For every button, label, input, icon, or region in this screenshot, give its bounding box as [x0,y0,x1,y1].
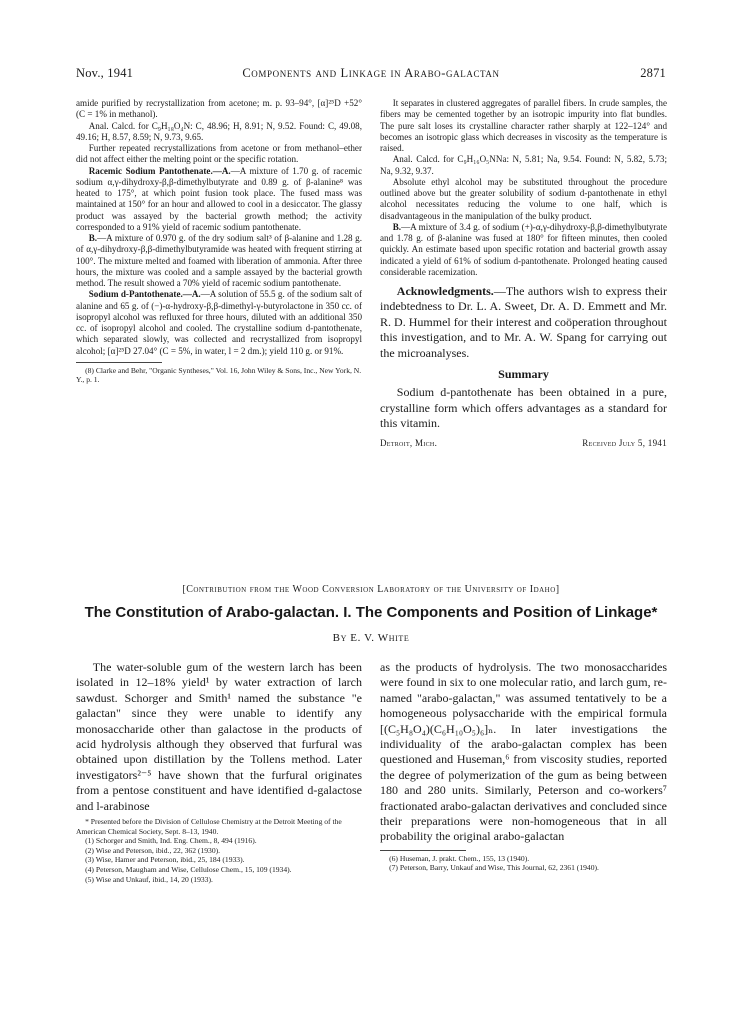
dateline-place: Detroit, Mich. [380,437,438,448]
dateline [380,438,667,450]
paragraph: amide purified by recrystallization from acetone; m. p. 93–94°, [α]²⁵D +52° (C = 1% in methanol). [76,98,362,120]
ack-text: —The authors wish to express their indebtedness to Dr. L. A. Sweet, Dr. A. D. Emmett and Mr. R. D. Hummel for their interest and coöperation throughout this investigation, and to Mr. A. W. Spang for carrying out the microanalyses. [380,284,667,360]
footnote: (8) Clarke and Behr, "Organic Syntheses," Vol. 16, John Wiley & Sons, Inc., New York, N. Y., p. 1. [76,365,362,385]
footnote: (6) Huseman, J. prakt. Chem., 155, 13 (1940). [389,853,530,863]
body-paragraph: The water-soluble gum of the western larch has been isolated in 12–18% yield¹ by water extraction of larch sawdust. Schorger and Smith¹ named the substance "e galactan" since they were unable to identify any monosaccharide other than galactose in the products of acid hydrolysis although they observed that furfural was obtained upon distillation by the Tollens method. Later investigators²⁻⁵ have shown that the furfural originates from a pentose constituent and have identified d-galactose and l-arabinose [76,660,362,813]
paragraph-sodium-d [76,289,362,357]
acknowledgments [380,284,667,432]
paragraph-heading: B. [392,221,402,232]
header-running-title: Components and Linkage in Arabo-galactan [242,66,500,80]
footnotes [76,366,362,385]
header-date: Nov., 1941 [76,66,134,80]
body-right-column [380,660,667,873]
footnote-rule [76,362,162,363]
paragraph: Further repeated recrystallizations from acetone or from methanol–ether did not affect either the melting point or the specific rotation. [76,143,362,165]
paragraph-text: —A mixture of 3.4 g. of sodium (+)-α,γ-dihydroxy-β,β-dimethylbutyrate and 1.78 g. of β-alanine was fused at 180° for fifteen minutes, then cooled quickly. An estimate based upon specific rotation and bacterial growth assay indicated a yield of 61% of sodium d-pantothenate. Prolonged heating caused considerable racemization. [380,221,667,277]
contribution-line: [Contribution from the Wood Conversion Laboratory of the University of Idaho] [182,584,560,595]
paragraph-text: —A mixture of 0.970 g. of the dry sodium salt³ of β-alanine and 1.28 g. of α,γ-dihydroxy-β,β-dimethylbutyramide was heated with frequent stirring at 100°. The mixture melted and foamed with liberation of ammonia. After three hours, the mixture was cooled and a sample assayed by the bacterial growth method. The result showed a 70% yield of racemic sodium pantothenate. [76,233,362,288]
footnote: (4) Peterson, Maugham and Wise, Cellulose Chem., 15, 109 (1934). [85,865,292,875]
paragraph: Anal. Calcd. for C₉H₁₈O₄N: C, 48.96; H, 8.91; N, 9.52. Found: C, 49.08, 49.16; H, 8.57, 8.59; N, 9.73, 9.65. [76,120,362,142]
ack-heading: Acknowledgments. [396,284,494,298]
paragraph-heading: Racemic Sodium Pantothenate.—A. [88,165,231,176]
footnote: (7) Peterson, Barry, Unkauf and Wise, This Journal, 62, 2361 (1940). [389,863,599,873]
running-header [76,66,666,84]
upper-left-column [76,98,362,385]
footnote: (3) Wise, Hamer and Peterson, ibid., 25, 184 (1933). [85,855,245,865]
paragraph: Absolute ethyl alcohol may be substituted throughout the procedure outlined above but the greater solubility of sodium d-pantothenate in ethyl alcohol necessitates reducing the volume to one half, which is disadvantageous in the manipulation of the bulky product. [380,176,667,221]
paragraph-racemic [76,166,362,234]
header-page-number: 2871 [640,66,666,80]
footnote: * Presented before the Division of Cellulose Chemistry at the Detroit Meeting of the American Chemical Society, Sept. 8–13, 1940. [76,817,342,836]
footnote: (2) Wise and Peterson, ibid., 22, 362 (1930). [85,845,221,855]
footnote: (5) Wise and Unkauf, ibid., 14, 20 (1933). [85,874,213,884]
summary-text: Sodium d-pantothenate has been obtained in a pure, crystalline form which offers advantages as a standard for this vitamin. [380,385,667,431]
paragraph-b [380,222,667,278]
body-left-column [76,660,362,884]
paragraph-text: —A solution of 55.5 g. of the sodium salt of alanine and 65 g. of (−)-α-hydroxy-β,β-dimethyl-γ-butyrolactone in 350 cc. of isopropyl alcohol was refluxed for three hours, diluted with an additional 350 cc. of isopropyl alcohol and cooled. The crystalline sodium d-pantothenate, which separated slowly, was collected and recrystallized from isopropyl alcohol; [α]²⁵D 27.04° (C = 5%, in water, l = 2 dm.); yield 110 g. or 91%. [76,289,362,356]
paragraph: Anal. Calcd. for C₉H₁₆O₅NNa: N, 5.81; Na, 9.54. Found: N, 5.82, 5.73; Na, 9.32, 9.37. [380,154,667,176]
paragraph-b [76,233,362,289]
article-title: The Constitution of Arabo-galactan. I. The Components and Position of Linkage* [84,604,658,621]
footnote-rule [380,850,466,851]
paragraph: It separates in clustered aggregates of parallel fibers. In crude samples, the fibers may be cemented together by an isotropic impurity into flat bundles. The pure salt loses its crystalline character rather sharply at 122–124° and becomes an isotropic glass which decreases in viscosity as the temperature is raised. [380,98,667,153]
body-paragraph: as the products of hydrolysis. The two monosaccharides were found in six to one molecular ratio, and larch gum, re-named "arabo-galactan," was assumed tentatively to be a homogeneous polysaccharide with the empirical formula [(C₅H₈O₄)(C₆H₁₀O₅)₆]ₙ. In later investigations the individuality of the arabo-galactan complex has been questioned and Huseman,⁶ from viscosity studies, reported the degree of polymerization of the gum as being between 180 and 280 units. Similarly, Peterson and co-workers⁷ fractionated arabo-galactan derivatives and concluded since their preparations were non-homogeneous that in all probability the original arabo-galactan [380,660,667,844]
summary-heading: Summary [498,367,549,382]
paragraph-heading: Sodium d-Pantothenate.—A. [88,289,201,300]
paragraph-text: —A mixture of 1.70 g. of racemic sodium α,γ-dihydroxy-β,β-dimethylbutyrate and 0.89 g. of β-alanine⁸ was heated to 175°, at which point fusion took place. The fused mass was maintained at 150° for an hour and allowed to cool in a desiccator. The glassy product was assayed by the bacterial growth method; the activity corresponded to a 91% yield of racemic sodium pantothenate. [76,165,362,232]
body-left-footnotes [76,817,362,884]
paragraph-heading: B. [88,233,98,243]
upper-right-column [380,98,667,450]
article-author: By E. V. White [332,632,410,644]
footnote: (1) Schorger and Smith, Ind. Eng. Chem., 8, 494 (1916). [85,836,257,846]
dateline-received: Received July 5, 1941 [582,437,667,448]
body-right-footnotes [380,854,667,873]
